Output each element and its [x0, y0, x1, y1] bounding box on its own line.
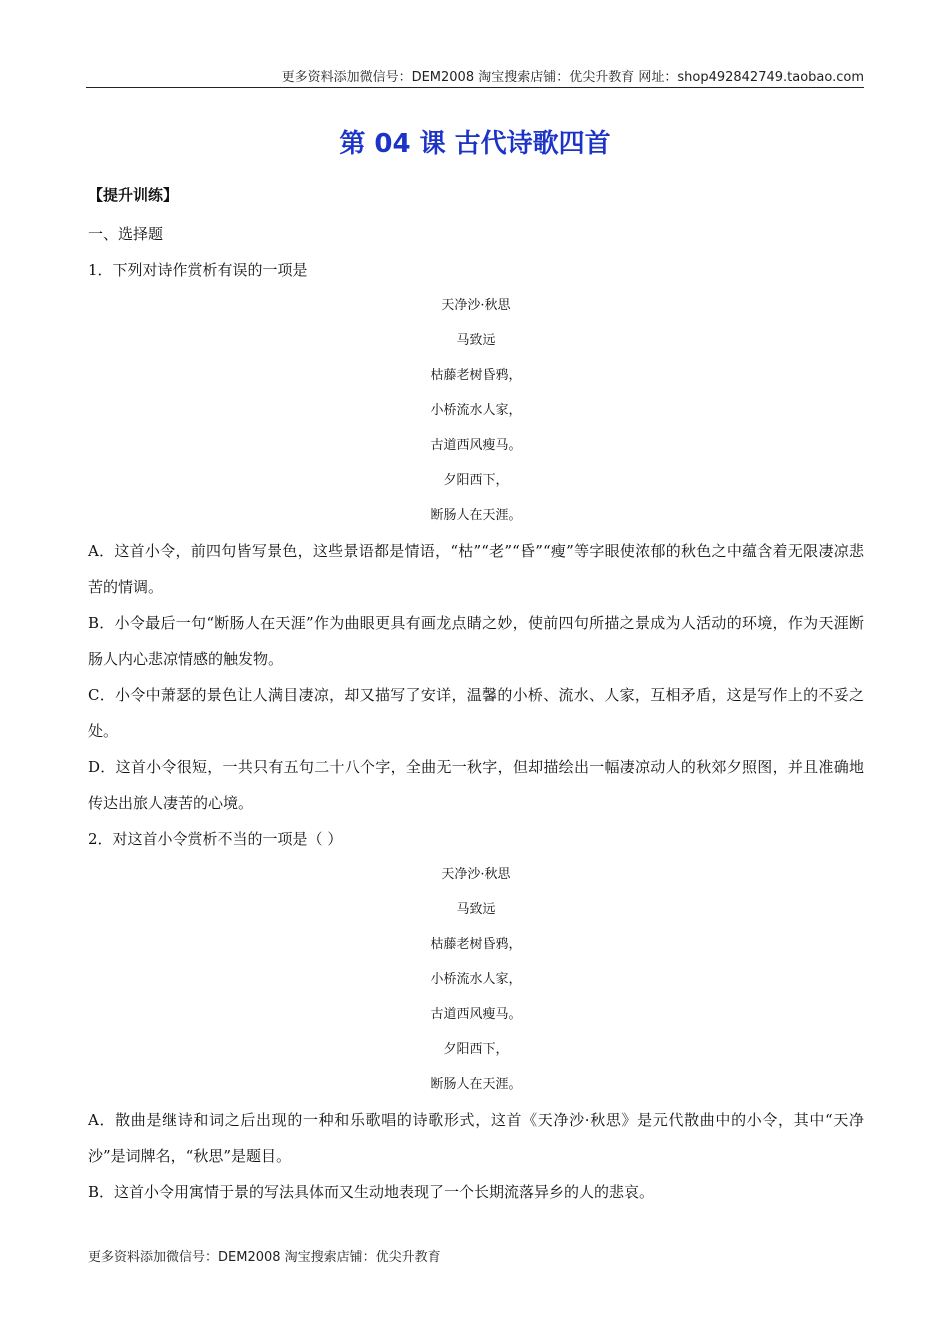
option-b: B．小令最后一句“断肠人在天涯”作为曲眼更具有画龙点睛之妙，使前四句所描之景成为人活动的环境，作为天涯断肠人内心悲凉情感的触发物。 [88, 614, 864, 668]
page-header: 更多资料添加微信号：DEM2008 淘宝搜索店铺：优尖升教育 网址：shop492842749.taobao.com [281, 70, 864, 85]
poem-line: 古道西风瘦马。 [430, 438, 522, 453]
poem-title: 天净沙·秋思 [441, 867, 511, 882]
question-stem: 2．对这首小令赏析不当的一项是（ ） [88, 830, 343, 848]
poem-line: 枯藤老树昏鸦， [430, 937, 522, 952]
option-a: A．这首小令，前四句皆写景色，这些景语都是情语，“枯”“老”“昏”“瘦”等字眼使浓郁的秋色之中蕴含着无限凄凉悲苦的情调。 [88, 542, 864, 596]
question-stem: 1．下列对诗作赏析有误的一项是 [88, 261, 308, 279]
question-2 [88, 821, 864, 1210]
poem-line: 断肠人在天涯。 [430, 1077, 522, 1092]
option-c: C．小令中萧瑟的景色让人满目凄凉，却又描写了安详，温馨的小桥、流水、人家，互相矛盾，这是写作上的不妥之处。 [88, 686, 864, 740]
poem-line: 枯藤老树昏鸦， [430, 368, 522, 383]
poem-line: 小桥流水人家， [430, 972, 522, 987]
header-divider [86, 87, 864, 88]
poem-line: 断肠人在天涯。 [430, 508, 522, 523]
lesson-title: 第 04 课 古代诗歌四首 [339, 129, 611, 159]
poem-line: 夕阳西下， [443, 473, 509, 488]
option-b: B．这首小令用寓情于景的写法具体而又生动地表现了一个长期流落异乡的人的悲哀。 [88, 1183, 655, 1201]
poem-line: 夕阳西下， [443, 1042, 509, 1057]
part-heading: 一、选择题 [88, 225, 164, 243]
poem-author: 马致远 [456, 333, 496, 348]
poem-line: 小桥流水人家， [430, 403, 522, 418]
poem-block [88, 288, 864, 533]
question-1 [88, 252, 864, 821]
option-d: D．这首小令很短，一共只有五句二十八个字，全曲无一秋字，但却描绘出一幅凄凉动人的秋郊夕照图，并且准确地传达出旅人凄苦的心境。 [88, 758, 864, 812]
poem-line: 古道西风瘦马。 [430, 1007, 522, 1022]
page-footer: 更多资料添加微信号：DEM2008 淘宝搜索店铺：优尖升教育 [88, 1250, 441, 1265]
poem-author: 马致远 [456, 902, 496, 917]
option-a: A．散曲是继诗和词之后出现的一种和乐歌唱的诗歌形式，这首《天净沙·秋思》是元代散曲中的小令，其中“天净沙”是词牌名，“秋思”是题目。 [88, 1111, 864, 1165]
section-label: 【提升训练】 [88, 186, 179, 204]
poem-title: 天净沙·秋思 [441, 298, 511, 313]
poem-block [88, 857, 864, 1102]
document-body [88, 185, 864, 1210]
